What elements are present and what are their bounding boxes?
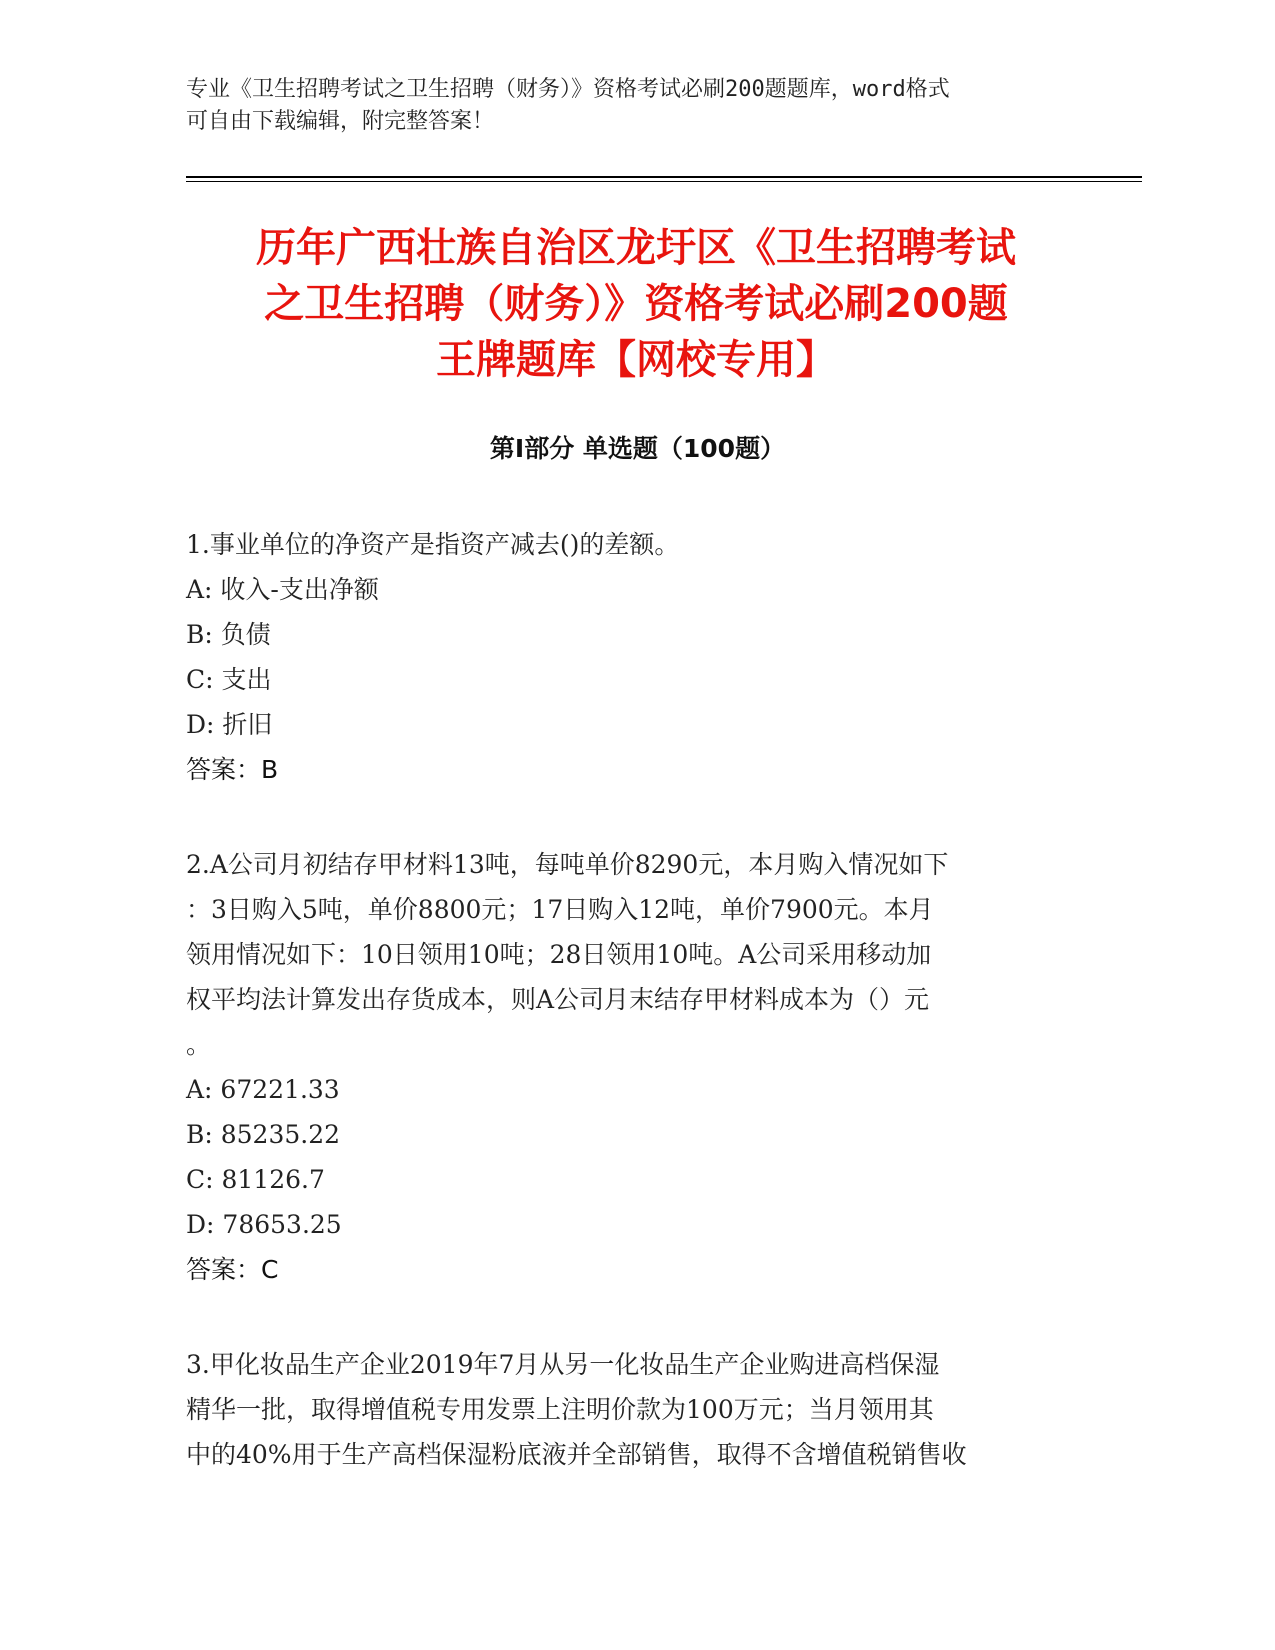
option-a: A: 收入-支出净额 [186, 575, 379, 604]
section-heading: 第Ⅰ部分 单选题（100题） [489, 434, 786, 463]
question-2 [186, 842, 1086, 1292]
header-note-line-1: 专业《卫生招聘考试之卫生招聘（财务）》资格考试必刷200题题库，word格式 [186, 77, 950, 102]
option-d: D: 折旧 [186, 710, 273, 739]
title-line-3: 王牌题库【网校专用】 [436, 337, 836, 383]
header-note-line-2: 可自由下载编辑，附完整答案！ [186, 109, 495, 134]
question-text-line: 中的40%用于生产高档保湿粉底液并全部销售，取得不含增值税销售收 [186, 1440, 967, 1469]
header-rule-thin [186, 181, 1142, 182]
answer: 答案：B [186, 755, 279, 784]
header-note [186, 74, 1066, 138]
option-b: B: 负债 [186, 620, 271, 649]
title-line-1: 历年广西壮族自治区龙圩区《卫生招聘考试 [256, 225, 1016, 271]
document-title [186, 220, 1086, 388]
question-text-line: 精华一批，取得增值税专用发票上注明价款为100万元；当月领用其 [186, 1395, 934, 1424]
answer: 答案：C [186, 1255, 279, 1284]
question-text-line: ：3日购入5吨，单价8800元；17日购入12吨，单价7900元。本月 [186, 895, 934, 924]
header-rule-thick [186, 176, 1142, 178]
title-line-2: 之卫生招聘（财务）》资格考试必刷200题 [264, 281, 1008, 327]
question-list [186, 522, 1086, 1527]
question-text-line: 2.A公司月初结存甲材料13吨，每吨单价8290元，本月购入情况如下 [186, 850, 949, 879]
question-text-line: 。 [186, 1030, 212, 1059]
question-text-line: 3.甲化妆品生产企业2019年7月从另一化妆品生产企业购进高档保湿 [186, 1350, 940, 1379]
option-b: B: 85235.22 [186, 1120, 341, 1149]
option-d: D: 78653.25 [186, 1210, 342, 1239]
question-3 [186, 1342, 1086, 1477]
question-text-line: 权平均法计算发出存货成本，则A公司月末结存甲材料成本为（）元 [186, 985, 930, 1014]
question-text-line: 领用情况如下：10日领用10吨；28日领用10吨。A公司采用移动加 [186, 940, 932, 969]
question-text-line: 1.事业单位的净资产是指资产减去()的差额。 [186, 530, 680, 559]
option-a: A: 67221.33 [186, 1075, 340, 1104]
option-c: C: 支出 [186, 665, 272, 694]
question-1 [186, 522, 1086, 792]
option-c: C: 81126.7 [186, 1165, 325, 1194]
